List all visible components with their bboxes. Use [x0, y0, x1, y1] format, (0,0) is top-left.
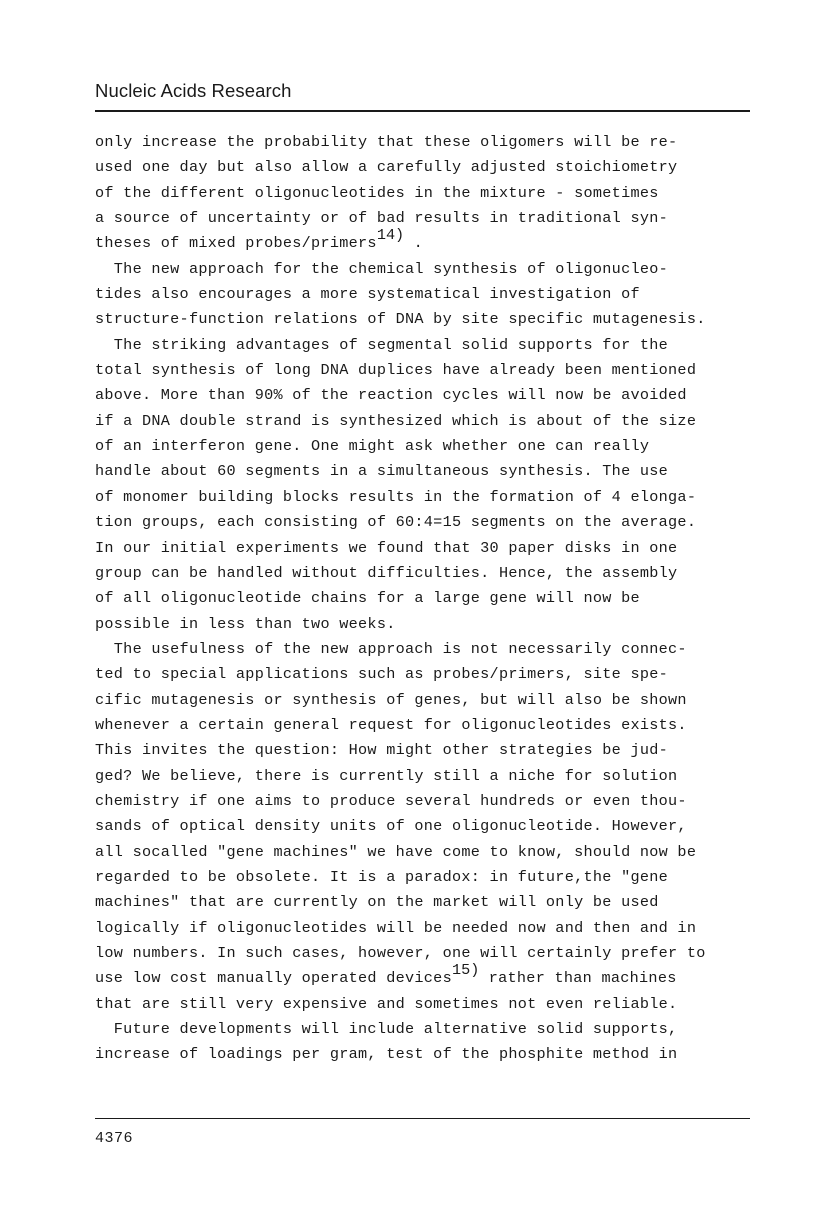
- text-line: [95, 890, 755, 915]
- text-line: [95, 688, 755, 713]
- text-line-content: use low cost manually operated devices: [95, 969, 452, 988]
- text-line-continuation: rather than machines: [479, 969, 677, 988]
- text-line-content: tides also encourages a more systematical investigation of: [95, 285, 640, 304]
- text-line: [95, 155, 755, 180]
- text-line-content: The striking advantages of segmental solid supports for the: [95, 335, 669, 354]
- text-line-content: of the different oligonucleotides in the mixture - sometimes: [95, 183, 659, 202]
- text-line: [95, 459, 755, 484]
- text-line-content: above. More than 90% of the reaction cycles will now be avoided: [95, 386, 687, 405]
- text-line: [95, 409, 755, 434]
- text-line-content: cific mutagenesis or synthesis of genes, but will also be shown: [95, 690, 687, 709]
- text-line-content: only increase the probability that these oligomers will be re-: [95, 133, 678, 151]
- text-line: [95, 992, 755, 1017]
- text-line-content: if a DNA double strand is synthesized which is about of the size: [95, 411, 697, 430]
- text-line-content: increase of loadings per gram, test of the phosphite method in: [95, 1045, 678, 1064]
- text-line-content: sands of optical density units of one oligonucleotide. However,: [95, 817, 687, 836]
- text-line: [95, 434, 755, 459]
- text-line-content: The usefulness of the new approach is not necessarily connec-: [95, 639, 687, 658]
- text-line-content: whenever a certain general request for oligonucleotides exists.: [95, 715, 687, 734]
- text-line: [95, 713, 755, 738]
- text-line: [95, 662, 755, 687]
- text-line: [95, 536, 755, 561]
- text-line-content: of an interferon gene. One might ask whether one can really: [95, 437, 650, 456]
- text-line: [95, 206, 755, 231]
- text-line: [95, 612, 755, 637]
- text-line-content: theses of mixed probes/primers: [95, 234, 377, 253]
- text-line-content: possible in less than two weeks.: [95, 614, 396, 633]
- page-number: 4376: [95, 1130, 134, 1147]
- text-line: [95, 485, 755, 510]
- text-line-content: machines" that are currently on the market will only be used: [95, 893, 659, 912]
- text-line: [95, 561, 755, 586]
- body-text: [95, 130, 755, 1068]
- text-line: [95, 226, 755, 256]
- text-line: [95, 257, 755, 282]
- text-line: [95, 333, 755, 358]
- header-rule: [95, 110, 750, 112]
- text-line: [95, 637, 755, 662]
- text-line: [95, 865, 755, 890]
- text-line-content: ted to special applications such as probes/primers, site spe-: [95, 665, 669, 684]
- text-line-content: logically if oligonucleotides will be needed now and then and in: [95, 918, 697, 937]
- text-line: [95, 181, 755, 206]
- text-line: [95, 1042, 755, 1067]
- text-line-continuation: .: [404, 234, 423, 253]
- text-line: [95, 130, 755, 155]
- text-line-content: structure-function relations of DNA by site specific mutagenesis.: [95, 310, 706, 329]
- text-line: [95, 840, 755, 865]
- text-line: [95, 586, 755, 611]
- text-line-content: chemistry if one aims to produce several hundreds or even thou-: [95, 791, 687, 810]
- text-line-content: of all oligonucleotide chains for a large gene will now be: [95, 589, 640, 608]
- text-line-content: tion groups, each consisting of 60:4=15 segments on the average.: [95, 513, 697, 532]
- text-line-content: The new approach for the chemical synthesis of oligonucleo-: [95, 259, 669, 278]
- text-line: [95, 358, 755, 383]
- text-line-content: of monomer building blocks results in the formation of 4 elonga-: [95, 487, 697, 506]
- text-line: [95, 941, 755, 966]
- text-line-content: In our initial experiments we found that 30 paper disks in one: [95, 538, 678, 557]
- text-line: [95, 383, 755, 408]
- text-line-content: Future developments will include alternative solid supports,: [95, 1020, 678, 1039]
- text-line: [95, 282, 755, 307]
- text-line-content: that are still very expensive and sometimes not even reliable.: [95, 994, 678, 1013]
- text-line: [95, 1017, 755, 1042]
- text-line: [95, 916, 755, 941]
- text-line-content: total synthesis of long DNA duplices have already been mentioned: [95, 361, 697, 380]
- footer-rule: [95, 1118, 750, 1119]
- text-line-content: a source of uncertainty or of bad results in traditional syn-: [95, 209, 669, 228]
- text-line: [95, 307, 755, 332]
- text-line-content: all socalled "gene machines" we have come to know, should now be: [95, 842, 697, 861]
- text-line-content: used one day but also allow a carefully adjusted stoichiometry: [95, 158, 678, 177]
- text-line-content: This invites the question: How might other strategies be jud-: [95, 741, 669, 760]
- text-line-content: ged? We believe, there is currently still a niche for solution: [95, 766, 678, 785]
- text-line-content: handle about 60 segments in a simultaneous synthesis. The use: [95, 462, 669, 481]
- text-line: [95, 764, 755, 789]
- reference-superscript: 14): [376, 226, 405, 245]
- text-line-content: group can be handled without difficulties. Hence, the assembly: [95, 563, 678, 582]
- text-line: [95, 510, 755, 535]
- text-line-content: low numbers. In such cases, however, one will certainly prefer to: [95, 944, 706, 962]
- reference-superscript: 15): [451, 961, 480, 980]
- journal-title: Nucleic Acids Research: [95, 80, 292, 101]
- text-line: [95, 789, 755, 814]
- text-line: [95, 814, 755, 839]
- text-line: [95, 961, 755, 991]
- text-line: [95, 738, 755, 763]
- text-line-content: regarded to be obsolete. It is a paradox: in future,the "gene: [95, 867, 669, 886]
